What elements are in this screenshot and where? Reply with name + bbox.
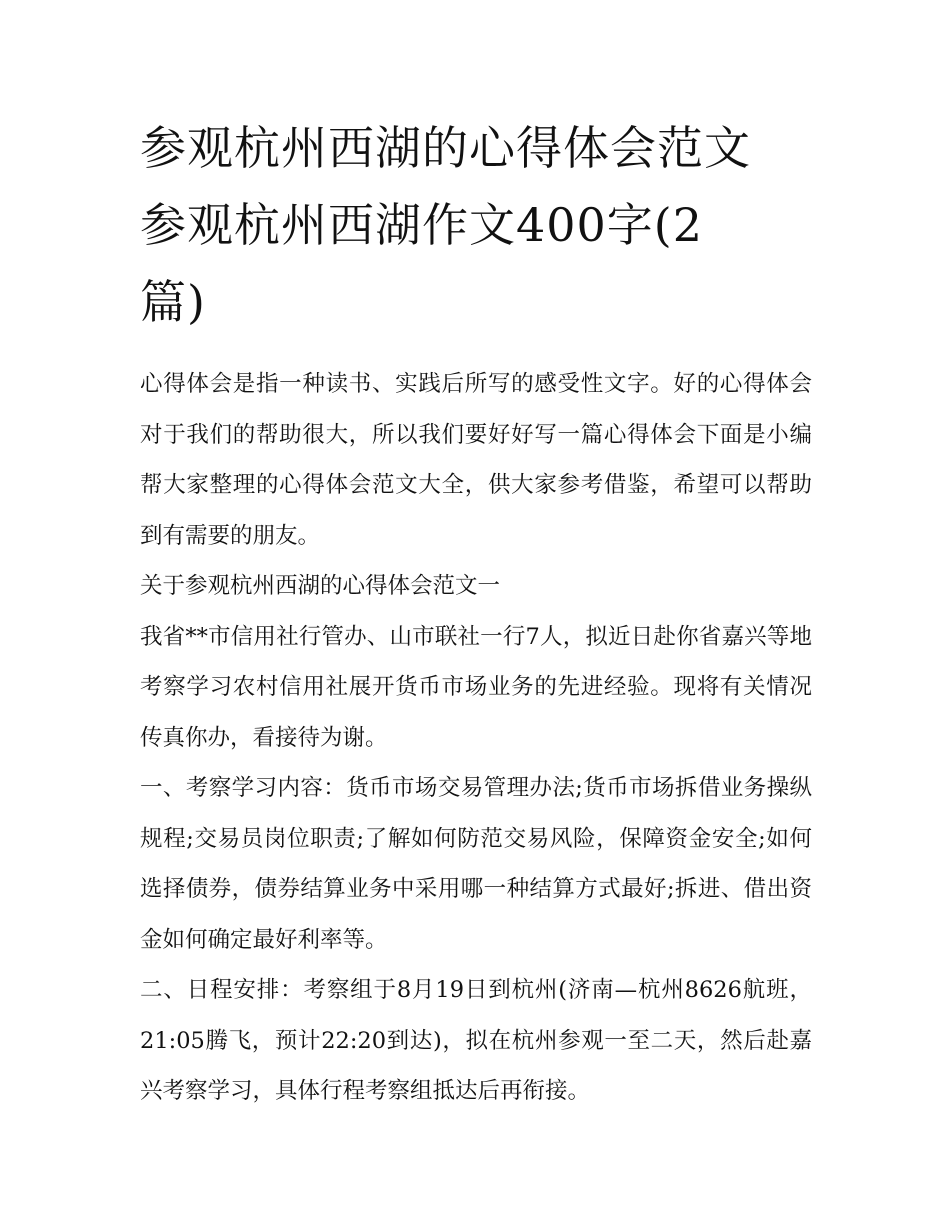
document-title xyxy=(140,110,812,341)
body-paragraph: 二、日程安排：考察组于8月19日到杭州(济南—杭州8626航班，21:05腾飞，预计22:20到达)，拟在杭州参观一至二天，然后赴嘉兴考察学习，具体行程考察组抵达后再衔接。 xyxy=(140,977,812,1104)
body-paragraph: 我省**市信用社行管办、山市联社一行7人，拟近日赴你省嘉兴等地考察学习农村信用社展开货币市场业务的先进经验。现将有关情况传真你办，看接待为谢。 xyxy=(140,623,812,751)
body-paragraph: 一、考察学习内容：货币市场交易管理办法;货币市场拆借业务操纵规程;交易员岗位职责;了解如何防范交易风险，保障资金安全;如何选择债券，债券结算业务中采用哪一种结算方式最好;拆进、借出资金如何确定最好利率等。 xyxy=(140,775,812,953)
title-line-3: 篇) xyxy=(140,275,206,329)
document-body xyxy=(140,359,812,1117)
title-line-1: 参观杭州西湖的心得体会范文 xyxy=(140,121,751,175)
title-line-2: 参观杭州西湖作文400字(2 xyxy=(140,198,704,252)
document-page xyxy=(140,110,812,1117)
section-heading: 关于参观杭州西湖的心得体会范文一 xyxy=(140,573,501,599)
intro-paragraph: 心得体会是指一种读书、实践后所写的感受性文字。好的心得体会对于我们的帮助很大，所以我们要好好写一篇心得体会下面是小编帮大家整理的心得体会范文大全，供大家参考借鉴，希望可以帮助到有需要的朋友。 xyxy=(140,371,812,549)
